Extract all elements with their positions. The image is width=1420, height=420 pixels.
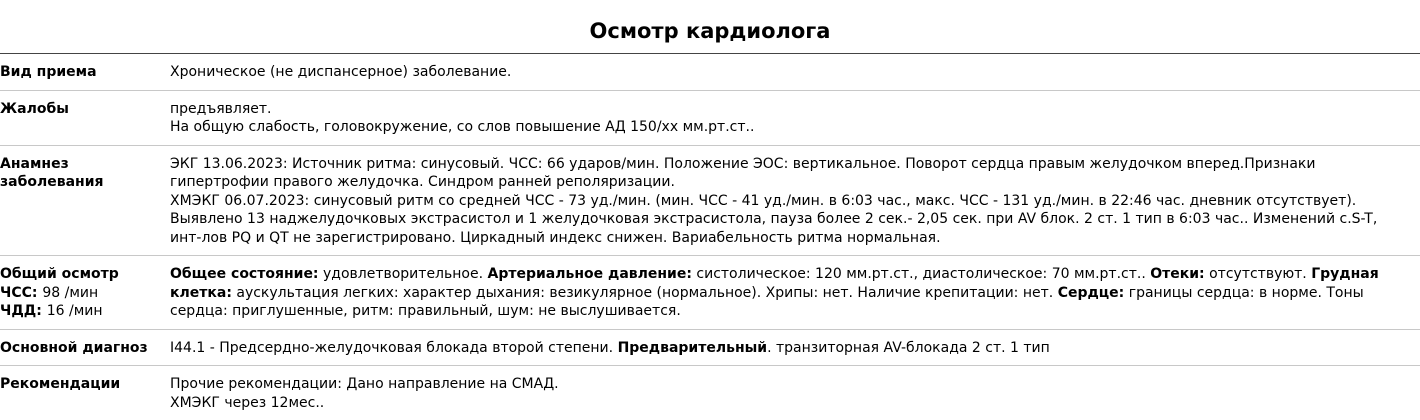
visit-type-value: Хроническое (не диспансерное) заболевание. — [170, 64, 512, 80]
row-visit-type — [0, 54, 1420, 91]
recommendation-line: ХМЭКГ через 12мес.. — [170, 394, 325, 411]
heart-value: границы сердца: в норме. Тоны сердца: приглушенные, ритм: правильный, шум: не выслушивается. — [170, 284, 1364, 319]
recommendation-line: Прочие рекомендации: Дано направление на СМАД. — [170, 376, 559, 392]
edema-label: Отеки: — [1150, 266, 1205, 282]
diagnosis-code-text: I44.1 - Предсердно-желудочковая блокада второй степени. — [170, 339, 614, 356]
chest-label: Грудная клетка: — [170, 266, 1379, 301]
page-title: Осмотр кардиолога — [589, 19, 831, 43]
diagnosis-label: Основной диагноз — [0, 339, 148, 356]
heart-label: Сердце: — [1057, 284, 1125, 301]
recommendations-value — [170, 375, 1420, 412]
row-complaints — [0, 91, 1420, 146]
row-anamnesis — [0, 146, 1420, 257]
recommendations-label: Рекомендации — [0, 376, 121, 392]
respiratory-rate — [0, 302, 170, 321]
anamnesis-ecg: ЭКГ 13.06.2023: Источник ритма: синусовый. ЧСС: 66 ударов/мин. Положение ЭОС: вертикальное. Поворот сердца правым желудочком вперед.Признаки гипертрофии правого желудочка. Синдром ранней реполяризации. — [170, 155, 1316, 190]
exam-record — [0, 53, 1420, 420]
heart-rate-value: 98 /мин — [42, 284, 99, 301]
respiratory-rate-label: ЧДД: — [0, 303, 42, 319]
edema-value: отсутствуют. — [1209, 266, 1307, 282]
heart-rate — [0, 284, 170, 303]
complaints-line: На общую слабость, головокружение, со слов повышение АД 150/хх мм.рт.ст.. — [170, 119, 755, 135]
blood-pressure-label: Артериальное давление: — [487, 266, 692, 282]
row-general-exam — [0, 256, 1420, 330]
complaints-value — [170, 100, 1420, 137]
heart-rate-label: ЧСС: — [0, 284, 38, 301]
row-recommendations — [0, 366, 1420, 420]
row-diagnosis — [0, 330, 1420, 367]
diagnosis-value — [170, 339, 1420, 358]
preliminary-label: Предварительный — [617, 339, 768, 356]
preliminary-value: . транзиторная AV-блокада 2 ст. 1 тип — [767, 339, 1050, 356]
blood-pressure-value: систолическое: 120 мм.рт.ст., диастолическое: 70 мм.рт.ст.. — [696, 266, 1146, 282]
general-exam-label: Общий осмотр — [0, 266, 119, 282]
complaints-line: предъявляет. — [170, 100, 272, 117]
general-exam-label-block — [0, 265, 170, 321]
complaints-label: Жалобы — [0, 100, 69, 117]
chest-value: аускультация легких: характер дыхания: везикулярное (нормальное). Хрипы: нет. Наличие крепитации: нет. — [236, 284, 1054, 301]
general-exam-value — [170, 265, 1420, 321]
condition-value: удовлетворительное. — [322, 266, 484, 282]
condition-label: Общее состояние: — [170, 266, 319, 282]
anamnesis-value — [170, 155, 1420, 248]
respiratory-rate-value: 16 /мин — [46, 303, 103, 319]
visit-type-label: Вид приема — [0, 64, 97, 80]
anamnesis-holter: ХМЭКГ 06.07.2023: синусовый ритм со средней ЧСС - 73 уд./мин. (мин. ЧСС - 41 уд./мин. в 6:03 час., макс. ЧСС - 131 уд./мин. в 22:46 час. дневник отсутствует). Выявлено 13 наджелудочковых экстрасистол и 1 желудочковая экстрасистола, пауза более 2 сек.- 2,05 сек. при AV блок. 2 ст. 1 тип в 6:03 час.. Изменений с.S-T, инт-лов PQ и QT не зарегистрировано. Циркадный индекс снижен. Вариабельность ритма нормальная. — [170, 192, 1378, 246]
anamnesis-label: Анамнез заболевания — [0, 155, 104, 190]
